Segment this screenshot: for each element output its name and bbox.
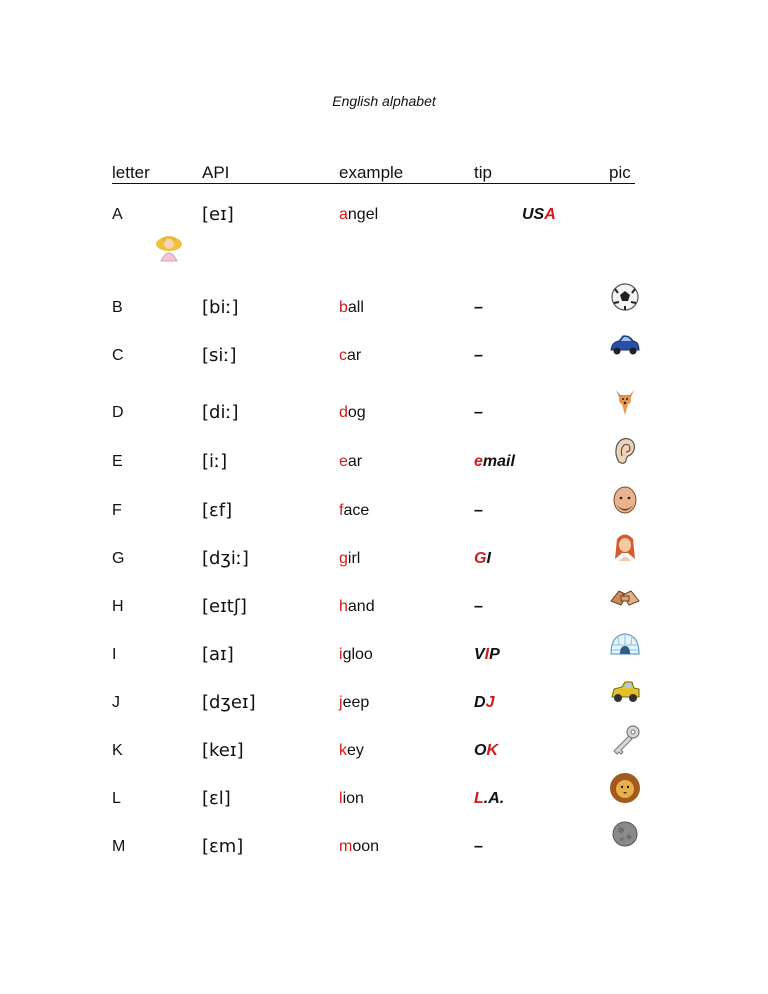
tip-cell [474, 693, 494, 713]
key-icon [608, 723, 642, 757]
example-rest: and [347, 598, 375, 615]
tip-cell [474, 403, 483, 423]
table-row [0, 789, 768, 829]
tip-cell [474, 549, 491, 569]
tip-pre: – [474, 347, 483, 364]
example-highlight: d [339, 404, 348, 421]
letter-cell: E [112, 453, 123, 470]
table-row [0, 205, 768, 245]
example-cell [339, 549, 360, 569]
example-cell [339, 298, 364, 318]
table-row [0, 501, 768, 541]
example-highlight: i [339, 646, 343, 663]
letter-cell: M [112, 838, 126, 855]
tip-post: .A. [483, 790, 505, 807]
example-rest: ion [342, 790, 364, 807]
example-highlight: k [339, 742, 347, 759]
header-ipa: API [202, 163, 230, 182]
table-row [0, 549, 768, 589]
tip-cell [474, 837, 483, 857]
example-rest: eep [342, 694, 370, 711]
girl-icon [608, 531, 642, 565]
example-cell [339, 501, 369, 521]
car-icon [608, 328, 642, 362]
letter-cell: A [112, 206, 123, 223]
example-rest: ace [343, 502, 370, 519]
example-highlight: l [339, 790, 343, 807]
ipa-cell: [dʒeɪ] [202, 692, 256, 713]
tip-highlight: K [486, 742, 499, 759]
ipa-cell: [aɪ] [202, 644, 234, 665]
angel-icon [152, 231, 186, 265]
tip-pre: D [474, 694, 486, 711]
tip-cell [474, 346, 483, 366]
example-highlight: h [339, 598, 348, 615]
letter-cell: I [112, 646, 117, 663]
header-pic: pic [609, 163, 631, 182]
ipa-cell: [dʒiː] [202, 548, 249, 569]
example-rest: ar [347, 453, 363, 470]
tip-post: I [486, 550, 491, 567]
tip-pre: – [474, 299, 483, 316]
tip-cell [474, 597, 483, 617]
tip-highlight: I [484, 646, 490, 663]
example-rest: ar [347, 347, 362, 364]
letter-cell: H [112, 598, 124, 615]
example-highlight: a [339, 206, 348, 223]
table-header [112, 161, 635, 184]
tip-highlight: e [474, 453, 483, 470]
example-highlight: m [339, 838, 353, 855]
ipa-cell: [ɛf] [202, 500, 233, 521]
tip-pre: – [474, 598, 483, 615]
soccer-ball-icon [608, 280, 642, 314]
letter-cell: K [112, 742, 123, 759]
tip-cell [474, 645, 500, 665]
tip-highlight: A [544, 206, 556, 223]
table-row [0, 645, 768, 685]
example-rest: ey [347, 742, 364, 759]
tip-cell [474, 741, 498, 761]
table-row [0, 741, 768, 781]
example-highlight: b [339, 299, 348, 316]
example-rest: oon [352, 838, 380, 855]
tip-post: mail [482, 453, 515, 470]
example-cell [339, 789, 364, 809]
tip-pre: – [474, 838, 483, 855]
igloo-icon [608, 627, 642, 661]
tip-cell [474, 298, 483, 318]
example-cell [339, 837, 379, 857]
tip-cell [522, 205, 556, 225]
letter-cell: B [112, 299, 123, 316]
page-title: English alphabet [332, 93, 436, 109]
tip-cell [474, 452, 515, 472]
example-rest: all [347, 299, 364, 316]
ear-icon [608, 434, 642, 468]
tip-cell [474, 501, 483, 521]
ipa-cell: [eɪ] [202, 204, 234, 225]
ipa-cell: [iː] [202, 451, 228, 472]
tip-post: P [489, 646, 500, 663]
tip-highlight: J [485, 694, 495, 711]
header-example: example [339, 163, 404, 182]
lion-icon [608, 771, 642, 805]
example-highlight: g [339, 550, 348, 567]
example-highlight: j [339, 694, 343, 711]
tip-pre: US [522, 206, 545, 223]
example-cell [339, 741, 364, 761]
tip-pre: V [474, 646, 485, 663]
tip-cell [474, 789, 504, 809]
table-row [0, 298, 768, 338]
tip-highlight: L [474, 790, 484, 807]
example-highlight: e [339, 453, 348, 470]
letter-cell: C [112, 347, 124, 364]
table-row [0, 693, 768, 733]
ipa-cell: [biː] [202, 297, 239, 318]
letter-cell: G [112, 550, 125, 567]
moon-icon [608, 819, 642, 853]
example-rest: ngel [347, 206, 379, 223]
ipa-cell: [ɛm] [202, 836, 244, 857]
example-rest: gloo [342, 646, 373, 663]
face-icon [608, 483, 642, 517]
ipa-cell: [eɪtʃ] [202, 596, 247, 617]
ipa-cell: [diː] [202, 402, 239, 423]
example-cell [339, 693, 369, 713]
table-row [0, 452, 768, 492]
tip-pre: O [474, 742, 487, 759]
jeep-icon [608, 675, 642, 709]
letter-cell: L [112, 790, 121, 807]
example-cell [339, 346, 361, 366]
letter-cell: D [112, 404, 124, 421]
ipa-cell: [ɛl] [202, 788, 231, 809]
example-cell [339, 452, 362, 472]
example-highlight: c [339, 347, 347, 364]
table-row [0, 597, 768, 637]
header-letter: letter [112, 163, 150, 182]
ipa-cell: [keɪ] [202, 740, 244, 761]
example-cell [339, 645, 373, 665]
table-row [0, 346, 768, 386]
letter-cell: F [112, 502, 122, 519]
dog-icon [608, 385, 642, 419]
tip-pre: – [474, 502, 483, 519]
ipa-cell: [siː] [202, 345, 237, 366]
table-row [0, 837, 768, 877]
handshake-icon [608, 579, 642, 613]
tip-pre: – [474, 404, 483, 421]
header-tip: tip [474, 163, 492, 182]
example-cell [339, 597, 375, 617]
tip-highlight: G [474, 550, 487, 567]
example-rest: irl [347, 550, 361, 567]
example-cell [339, 205, 378, 225]
example-highlight: f [339, 502, 344, 519]
example-cell [339, 403, 366, 423]
example-rest: og [347, 404, 366, 421]
table-row [0, 403, 768, 443]
letter-cell: J [112, 694, 120, 711]
